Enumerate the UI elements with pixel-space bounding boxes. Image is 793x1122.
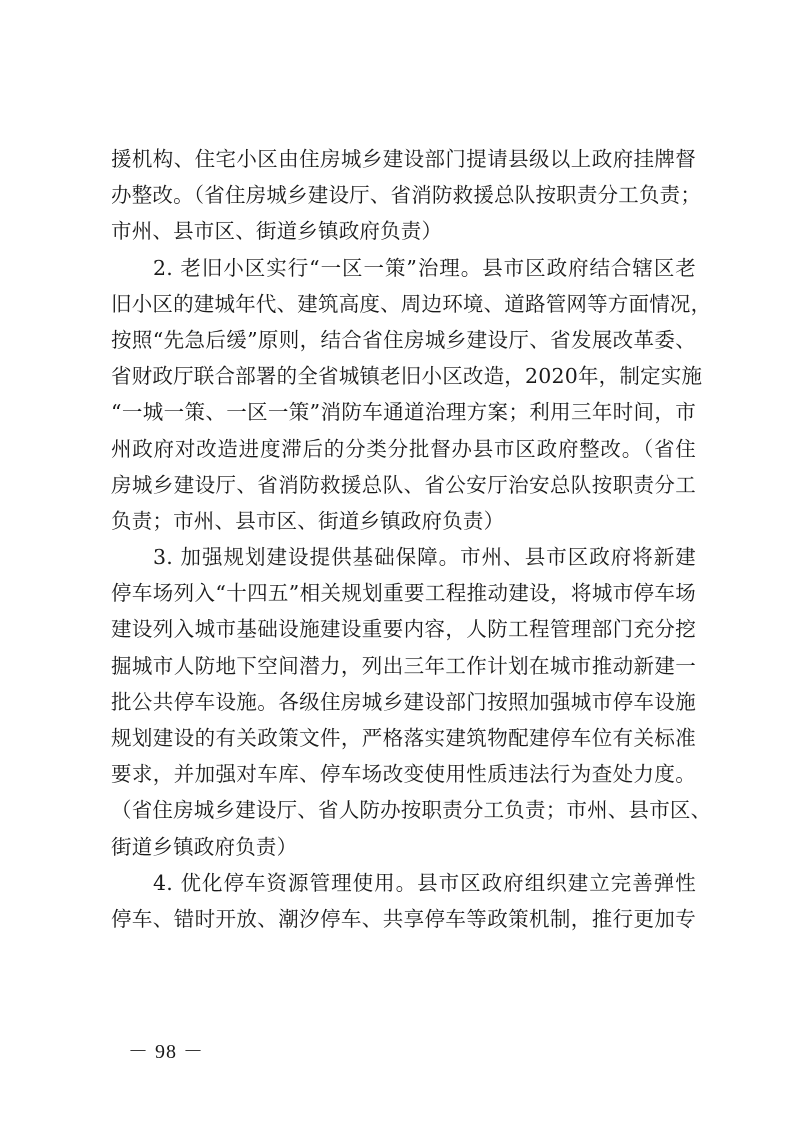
text-line: 停车场列入“十四五”相关规划重要工程推动建设，将城市停车场 [111, 581, 696, 606]
text-line: 州政府对改造进度滞后的分类分批督办县市区政府整改。（省住 [111, 436, 696, 461]
text-line: 市州、县市区、街道乡镇政府负责） [111, 219, 443, 244]
text-line: （省住房城乡建设厅、省人防办按职责分工负责；市州、县市区、 [111, 798, 712, 823]
text-line: 街道乡镇政府负责） [111, 834, 298, 859]
text-line: 3. 加强规划建设提供基础保障。市州、县市区政府将新建 [153, 545, 696, 570]
text-line: 掘城市人防地下空间潜力，列出三年工作计划在城市推动新建一 [111, 653, 696, 678]
text-line: 省财政厅联合部署的全省城镇老旧小区改造，2020年，制定实施 [111, 364, 703, 389]
text-line: 2. 老旧小区实行“一区一策”治理。县市区政府结合辖区老 [153, 255, 696, 280]
text-line: 办整改。（省住房城乡建设厅、省消防救援总队按职责分工负责； [111, 183, 702, 208]
page-number: － 98 － [128, 1041, 204, 1063]
text-line: 旧小区的建城年代、建筑高度、周边环境、道路管网等方面情况， [111, 291, 712, 316]
text-line: 要求，并加强对车库、停车场改变使用性质违法行为查处力度。 [111, 762, 696, 787]
text-line: 建设列入城市基础设施建设重要内容，人防工程管理部门充分挖 [111, 617, 696, 642]
text-line: “一城一策、一区一策”消防车通道治理方案；利用三年时间，市 [111, 400, 696, 425]
text-line: 批公共停车设施。各级住房城乡建设部门按照加强城市停车设施 [111, 689, 696, 714]
text-line: 负责；市州、县市区、街道乡镇政府负责） [111, 508, 505, 533]
text-line: 援机构、住宅小区由住房城乡建设部门提请县级以上政府挂牌督 [111, 147, 696, 171]
text-line: 停车、错时开放、潮汐停车、共享停车等政策机制，推行更加专 [111, 906, 696, 931]
text-line: 房城乡建设厅、省消防救援总队、省公安厅治安总队按职责分工 [111, 472, 696, 497]
text-line: 规划建设的有关政策文件，严格落实建筑物配建停车位有关标准 [111, 726, 696, 750]
text-line: 按照“先急后缓”原则，结合省住房城乡建设厅、省发展改革委、 [111, 327, 696, 352]
text-line: 4. 优化停车资源管理使用。县市区政府组织建立完善弹性 [153, 870, 696, 895]
body-text [111, 141, 712, 937]
